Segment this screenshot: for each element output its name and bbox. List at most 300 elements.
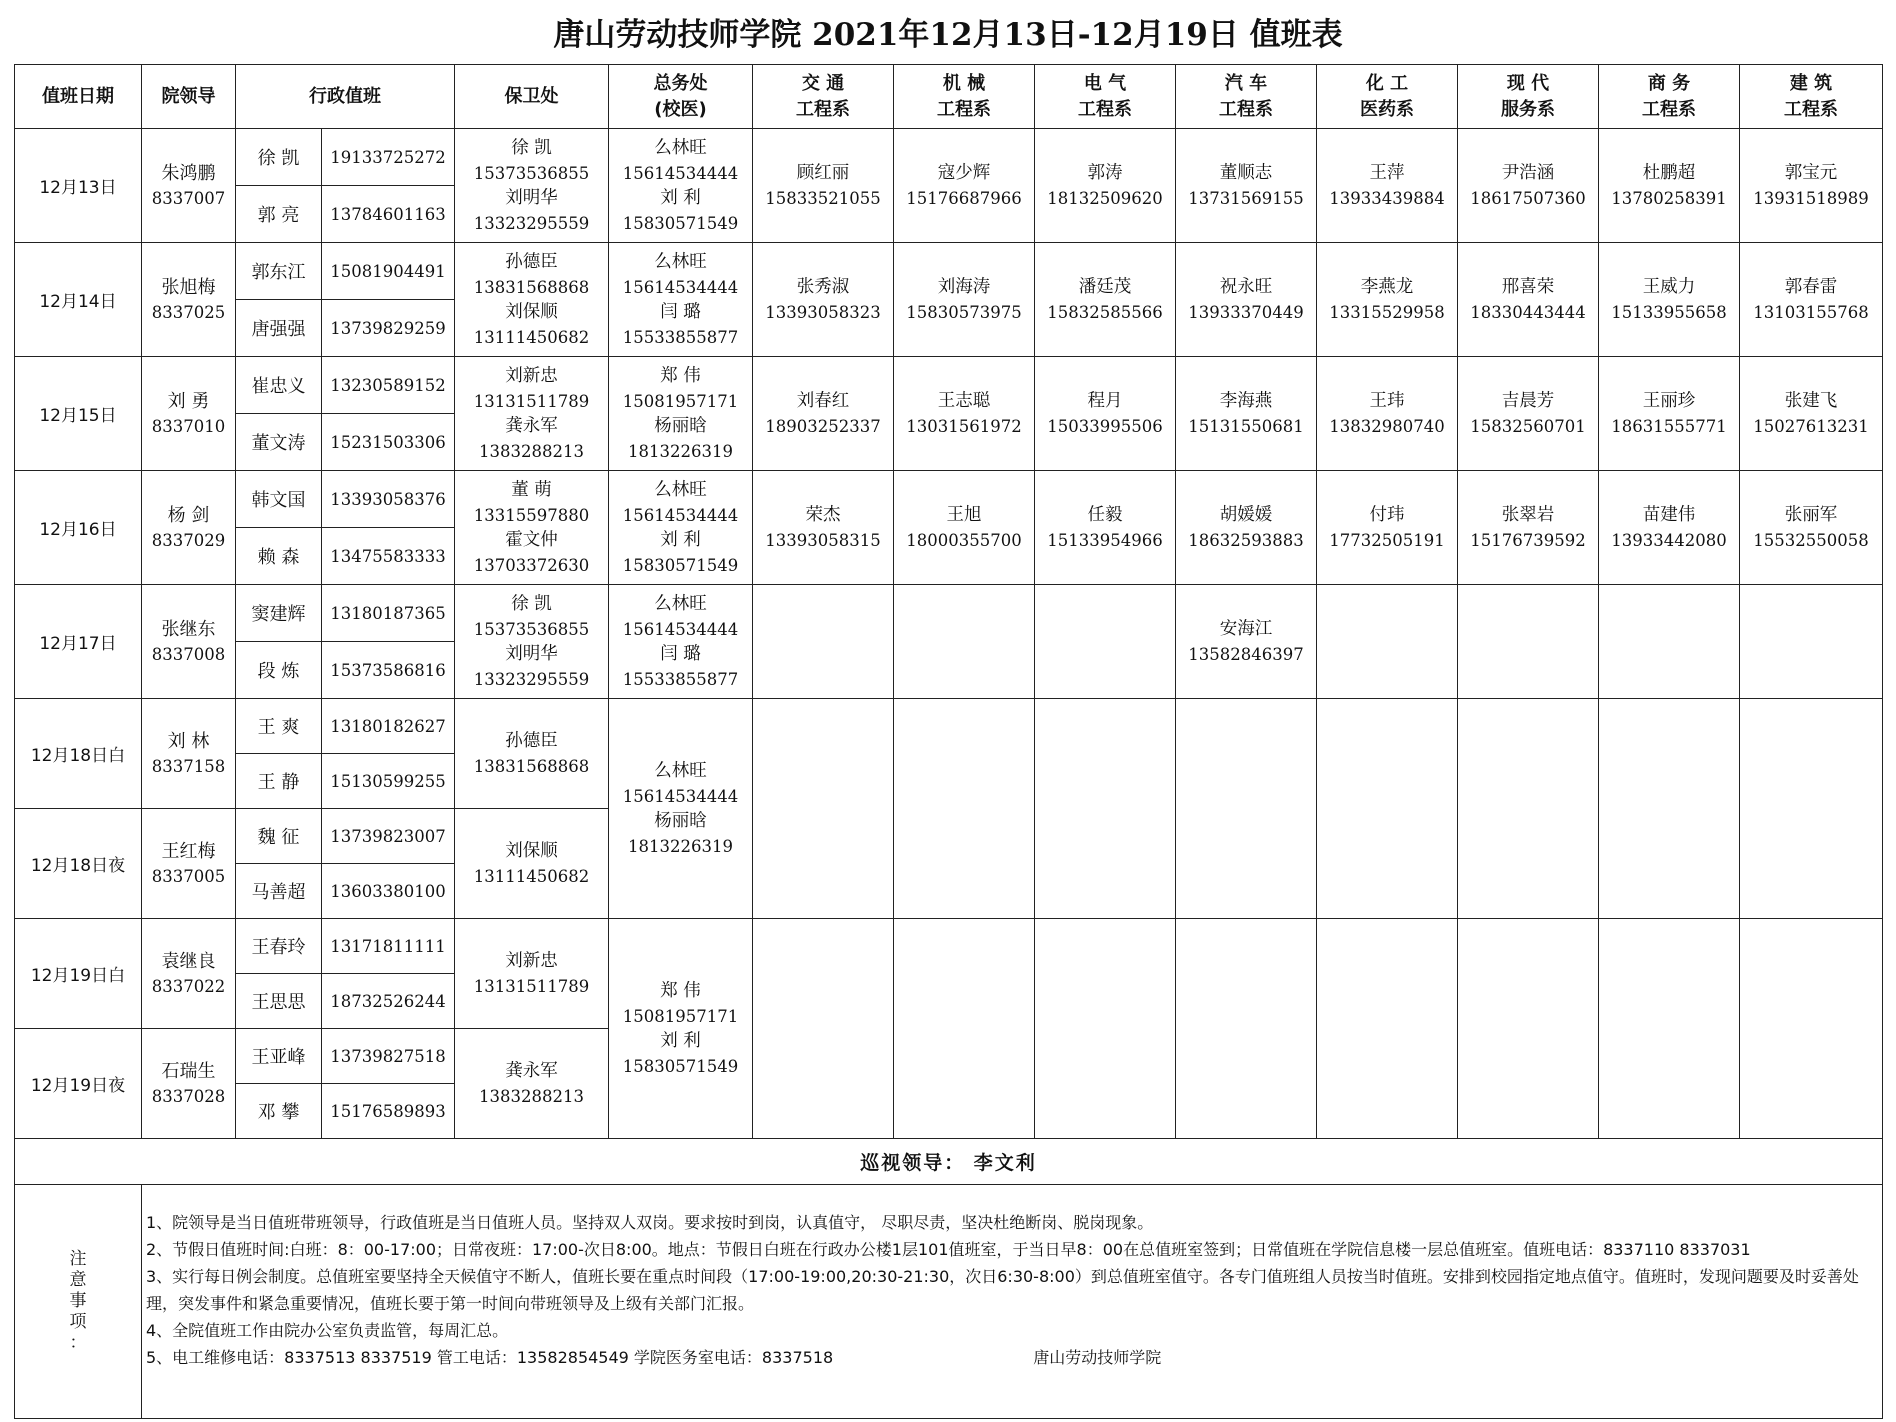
dept-name: 荣杰 <box>805 504 841 525</box>
header-dept-line: 商 务 <box>1647 72 1691 94</box>
dept-entry <box>1458 161 1598 211</box>
leader-cell <box>142 471 236 585</box>
admin-phone: 13180187365 <box>322 585 455 642</box>
dept-cell-empty <box>1458 919 1599 1139</box>
header-general <box>609 65 753 129</box>
dept-entry <box>1599 161 1739 211</box>
leader-name: 刘 勇 <box>167 390 210 412</box>
header-dept-line: 工程系 <box>1219 98 1273 120</box>
header-dept <box>894 65 1035 129</box>
dept-entry <box>753 275 893 325</box>
day-row <box>15 243 1883 300</box>
dept-entry <box>1599 275 1739 325</box>
dept-entry <box>894 503 1034 553</box>
header-dept-line: 电 气 <box>1083 72 1127 94</box>
security-cell <box>455 129 609 243</box>
dept-cell-empty <box>1035 919 1176 1139</box>
dept-entry <box>1176 503 1316 553</box>
general-entry <box>609 528 752 578</box>
dept-name: 任毅 <box>1087 504 1123 525</box>
dept-cell <box>1458 585 1599 699</box>
admin-phone: 13784601163 <box>322 186 455 243</box>
leader-cell <box>142 585 236 699</box>
security-phone: 13131511789 <box>473 976 590 996</box>
dept-cell <box>894 129 1035 243</box>
dept-phone: 13933439884 <box>1329 188 1445 208</box>
general-name: 郑 伟 <box>660 365 701 386</box>
admin-phone: 13739823007 <box>322 809 455 864</box>
dept-name: 刘春红 <box>796 390 850 411</box>
security-entry <box>455 528 608 578</box>
dept-name: 寇少辉 <box>937 162 991 183</box>
security-entry <box>455 642 608 692</box>
dept-cell <box>1176 129 1317 243</box>
dept-name: 付玮 <box>1369 504 1405 525</box>
duty-date: 12月16日 <box>15 471 142 585</box>
dept-entry <box>753 389 893 439</box>
dept-cell <box>894 357 1035 471</box>
admin-phone: 15176589893 <box>322 1084 455 1139</box>
dept-entry <box>1740 389 1882 439</box>
dept-cell-empty <box>1035 699 1176 919</box>
dept-name: 王丽珍 <box>1642 390 1696 411</box>
dept-cell <box>1740 585 1883 699</box>
general-entry <box>609 759 752 809</box>
security-phone: 13315597880 <box>473 505 590 525</box>
dept-name: 张丽军 <box>1784 504 1838 525</box>
dept-phone: 15133955658 <box>1611 302 1727 322</box>
dept-phone: 18632593883 <box>1188 530 1304 550</box>
shift-row <box>15 699 1883 754</box>
general-phone: 15081957171 <box>622 1006 739 1026</box>
leader-name: 朱鸿鹏 <box>161 162 216 184</box>
leader-name: 杨 剑 <box>167 504 210 526</box>
dept-cell <box>1317 357 1458 471</box>
page-title: 唐山劳动技师学院 2021年12月13日-12月19日 值班表 <box>553 17 1343 53</box>
dept-phone: 15833521055 <box>765 188 881 208</box>
dept-entry <box>1035 389 1175 439</box>
general-entry <box>609 300 752 350</box>
dept-phone: 15532550058 <box>1753 530 1869 550</box>
admin-name: 郭东江 <box>236 243 322 300</box>
dept-cell <box>1458 471 1599 585</box>
dept-cell <box>894 243 1035 357</box>
leader-cell <box>142 243 236 357</box>
admin-name: 王 爽 <box>236 699 322 754</box>
dept-cell <box>1317 471 1458 585</box>
duty-date: 12月18日白 <box>15 699 142 809</box>
dept-cell <box>1740 129 1883 243</box>
admin-phone: 15231503306 <box>322 414 455 471</box>
admin-name: 王 静 <box>236 754 322 809</box>
general-name: 刘 利 <box>660 529 701 550</box>
security-name: 刘明华 <box>505 643 558 664</box>
admin-name: 魏 征 <box>236 809 322 864</box>
general-cell <box>609 357 753 471</box>
security-name: 刘保顺 <box>505 840 558 861</box>
admin-name: 郭 亮 <box>236 186 322 243</box>
dept-cell <box>1176 243 1317 357</box>
security-entry <box>455 414 608 464</box>
dept-cell-empty <box>1176 919 1317 1139</box>
leader-phone: 8337010 <box>151 416 226 436</box>
leader-cell <box>142 357 236 471</box>
dept-entry <box>1740 275 1882 325</box>
dept-cell-empty <box>1599 699 1740 919</box>
dept-cell-empty <box>753 699 894 919</box>
dept-cell <box>753 243 894 357</box>
security-entry <box>455 949 608 999</box>
dept-cell <box>1740 357 1883 471</box>
dept-phone: 13315529958 <box>1329 302 1445 322</box>
dept-entry <box>894 275 1034 325</box>
security-name: 徐 凯 <box>511 593 552 614</box>
header-dept-line: 工程系 <box>1642 98 1696 120</box>
dept-name: 顾红丽 <box>796 162 850 183</box>
leader-phone: 8337007 <box>151 188 226 208</box>
dept-phone: 18631555771 <box>1611 416 1727 436</box>
security-name: 刘新忠 <box>505 365 558 386</box>
day-row <box>15 471 1883 528</box>
dept-entry <box>1035 275 1175 325</box>
leader-cell <box>142 919 236 1029</box>
general-entry <box>609 1029 752 1079</box>
header-dept-line: 医药系 <box>1360 98 1414 120</box>
security-phone: 13111450682 <box>473 866 590 886</box>
admin-name: 徐 凯 <box>236 129 322 186</box>
dept-name: 李燕龙 <box>1360 276 1414 297</box>
general-phone: 15533855877 <box>622 327 739 347</box>
dept-name: 张秀淑 <box>796 276 850 297</box>
duty-table <box>14 64 1883 1419</box>
admin-phone: 19133725272 <box>322 129 455 186</box>
security-phone: 13131511789 <box>473 391 590 411</box>
general-phone: 1813226319 <box>628 441 733 461</box>
admin-name: 王春玲 <box>236 919 322 974</box>
dept-phone: 17732505191 <box>1329 530 1445 550</box>
admin-name: 董文涛 <box>236 414 322 471</box>
dept-cell-empty <box>1458 699 1599 919</box>
security-name: 霍文仲 <box>505 529 558 550</box>
dept-name: 吉晨芳 <box>1501 390 1555 411</box>
dept-entry <box>1176 275 1316 325</box>
security-entry <box>455 300 608 350</box>
general-name: 刘 利 <box>660 1030 701 1051</box>
dept-phone: 13933370449 <box>1188 302 1304 322</box>
day-row <box>15 585 1883 642</box>
general-cell <box>609 699 753 919</box>
admin-phone: 13739829259 <box>322 300 455 357</box>
dept-name: 董顺志 <box>1219 162 1273 183</box>
general-entry <box>609 136 752 186</box>
general-entry <box>609 642 752 692</box>
general-phone: 15614534444 <box>622 505 739 525</box>
dept-phone: 15176739592 <box>1470 530 1586 550</box>
general-phone: 15614534444 <box>622 163 739 183</box>
security-phone: 13111450682 <box>473 327 590 347</box>
dept-phone: 15832560701 <box>1470 416 1586 436</box>
security-entry <box>455 186 608 236</box>
security-name: 孙德臣 <box>505 251 558 272</box>
general-entry <box>609 809 752 859</box>
security-entry <box>455 364 608 414</box>
dept-cell <box>1740 471 1883 585</box>
header-leader: 院领导 <box>142 65 236 129</box>
notes-content <box>142 1185 1883 1419</box>
admin-name: 崔忠义 <box>236 357 322 414</box>
dept-name: 程月 <box>1087 390 1123 411</box>
dept-cell-empty <box>894 919 1035 1139</box>
leader-name: 张继东 <box>161 618 216 640</box>
general-phone: 15614534444 <box>622 277 739 297</box>
general-phone: 15614534444 <box>622 619 739 639</box>
dept-entry <box>894 161 1034 211</box>
dept-cell <box>753 585 894 699</box>
general-cell <box>609 243 753 357</box>
leader-phone: 8337028 <box>151 1086 226 1106</box>
dept-cell <box>1458 357 1599 471</box>
dept-phone: 18903252337 <box>765 416 881 436</box>
dept-cell <box>753 357 894 471</box>
general-phone: 15614534444 <box>622 786 739 806</box>
dept-cell <box>1317 129 1458 243</box>
general-name: 杨丽晗 <box>654 810 707 831</box>
dept-cell <box>1035 129 1176 243</box>
header-dept <box>1458 65 1599 129</box>
dept-phone: 13393058315 <box>765 530 881 550</box>
dept-entry <box>894 389 1034 439</box>
general-entry <box>609 414 752 464</box>
general-name: 杨丽晗 <box>654 415 707 436</box>
header-dept <box>1317 65 1458 129</box>
dept-cell-empty <box>1317 699 1458 919</box>
leader-cell <box>142 1029 236 1139</box>
general-cell <box>609 585 753 699</box>
admin-name: 王亚峰 <box>236 1029 322 1084</box>
security-cell <box>455 919 609 1029</box>
security-phone: 13831568868 <box>473 756 590 776</box>
dept-cell <box>1035 357 1176 471</box>
security-name: 龚永军 <box>505 1060 558 1081</box>
dept-entry <box>1740 503 1882 553</box>
leader-phone: 8337005 <box>151 866 226 886</box>
note-item: 2、节假日值班时间:白班：8：00-17:00；日常夜班：17:00-次日8:00。地点：节假日白班在行政办公楼1层101值班室，于当日早8：00在总值班室签到；日常值班在学院信息楼一层总值班室。值班电话：8337110 8337031 <box>146 1240 1751 1259</box>
security-entry <box>455 592 608 642</box>
general-entry <box>609 478 752 528</box>
admin-name: 窦建辉 <box>236 585 322 642</box>
header-dept-line: 服务系 <box>1501 98 1555 120</box>
admin-name: 段 炼 <box>236 642 322 699</box>
header-date: 值班日期 <box>15 65 142 129</box>
general-name: 闫 璐 <box>660 643 701 664</box>
dept-phone: 15176687966 <box>906 188 1022 208</box>
dept-cell-empty <box>1317 919 1458 1139</box>
admin-phone: 18732526244 <box>322 974 455 1029</box>
header-dept-line: 工程系 <box>1078 98 1132 120</box>
dept-entry <box>1740 161 1882 211</box>
dept-phone: 18000355700 <box>906 530 1022 550</box>
shift-row <box>15 919 1883 974</box>
header-dept <box>753 65 894 129</box>
day-row <box>15 357 1883 414</box>
dept-name: 王萍 <box>1369 162 1405 183</box>
leader-phone: 8337008 <box>151 644 226 664</box>
general-entry <box>609 979 752 1029</box>
header-dept-line: 交 通 <box>801 72 845 94</box>
admin-phone: 13180182627 <box>322 699 455 754</box>
patrol-row <box>15 1139 1883 1185</box>
admin-name: 邓 攀 <box>236 1084 322 1139</box>
security-cell <box>455 471 609 585</box>
admin-name: 韩文国 <box>236 471 322 528</box>
note-item: 5、电工维修电话：8337513 8337519 管工电话：13582854549 学院医务室电话：8337518 唐山劳动技师学院 <box>146 1344 1878 1371</box>
security-entry <box>455 839 608 889</box>
dept-name: 尹浩涵 <box>1501 162 1555 183</box>
signature: 唐山劳动技师学院 <box>1033 1348 1162 1367</box>
security-entry <box>455 729 608 779</box>
dept-cell <box>1458 243 1599 357</box>
dept-cell <box>753 471 894 585</box>
dept-cell <box>1599 357 1740 471</box>
header-dept-line: 工程系 <box>937 98 991 120</box>
security-cell <box>455 1029 609 1139</box>
leader-name: 王红梅 <box>161 840 216 862</box>
header-dept <box>1740 65 1883 129</box>
dept-phone: 18330443444 <box>1470 302 1586 322</box>
header-security: 保卫处 <box>455 65 609 129</box>
admin-phone: 13603380100 <box>322 864 455 919</box>
duty-date: 12月19日白 <box>15 919 142 1029</box>
security-name: 孙德臣 <box>505 730 558 751</box>
note-item: 1、院领导是当日值班带班领导，行政值班是当日值班人员。坚持双人双岗。要求按时到岗，认真值守， 尽职尽责，坚决杜绝断岗、脱岗现象。 <box>146 1213 1154 1232</box>
dept-phone: 15832585566 <box>1047 302 1163 322</box>
security-phone: 13703372630 <box>473 555 590 575</box>
security-cell <box>455 243 609 357</box>
admin-name: 唐强强 <box>236 300 322 357</box>
dept-cell <box>1176 471 1317 585</box>
notes-label-char: 意 <box>69 1270 87 1290</box>
dept-cell <box>894 471 1035 585</box>
general-phone: 15533855877 <box>622 669 739 689</box>
security-phone: 15373536855 <box>473 163 590 183</box>
notes-label-char: 项 <box>69 1312 87 1332</box>
dept-cell-empty <box>1740 699 1883 919</box>
security-name: 董 萌 <box>511 479 552 500</box>
security-cell <box>455 585 609 699</box>
dept-entry <box>1317 161 1457 211</box>
admin-phone: 13230589152 <box>322 357 455 414</box>
general-name: 么林旺 <box>654 251 707 272</box>
admin-name: 赖 森 <box>236 528 322 585</box>
header-row <box>15 65 1883 129</box>
dept-name: 张翠岩 <box>1501 504 1555 525</box>
dept-name: 王玮 <box>1369 390 1405 411</box>
dept-entry <box>1458 389 1598 439</box>
security-name: 刘新忠 <box>505 950 558 971</box>
security-name: 徐 凯 <box>511 137 552 158</box>
leader-cell <box>142 809 236 919</box>
dept-name: 安海江 <box>1219 618 1273 639</box>
dept-name: 王威力 <box>1642 276 1696 297</box>
general-name: 郑 伟 <box>660 980 701 1001</box>
dept-name: 苗建伟 <box>1642 504 1696 525</box>
security-entry <box>455 250 608 300</box>
security-phone: 13323295559 <box>473 213 590 233</box>
dept-phone: 18132509620 <box>1047 188 1163 208</box>
general-name: 闫 璐 <box>660 301 701 322</box>
security-cell <box>455 699 609 809</box>
security-cell <box>455 357 609 471</box>
notes-row <box>15 1185 1883 1419</box>
leader-name: 石瑞生 <box>161 1060 216 1082</box>
general-phone: 15830571549 <box>622 213 739 233</box>
header-dept-line: 机 械 <box>942 72 986 94</box>
dept-entry <box>1458 503 1598 553</box>
dept-cell <box>1599 585 1740 699</box>
dept-cell <box>1035 243 1176 357</box>
leader-phone: 8337025 <box>151 302 226 322</box>
duty-date: 12月18日夜 <box>15 809 142 919</box>
general-cell <box>609 919 753 1139</box>
dept-name: 刘海涛 <box>937 276 991 297</box>
header-dept-line: 汽 车 <box>1224 72 1268 94</box>
dept-name: 郭宝元 <box>1784 162 1838 183</box>
header-dept <box>1599 65 1740 129</box>
header-dept <box>1035 65 1176 129</box>
security-entry <box>455 1059 608 1109</box>
duty-date: 12月14日 <box>15 243 142 357</box>
dept-cell <box>1317 585 1458 699</box>
dept-phone: 13731569155 <box>1188 188 1304 208</box>
header-dept-line: 建 筑 <box>1789 72 1833 94</box>
dept-name: 李海燕 <box>1219 390 1273 411</box>
security-cell <box>455 809 609 919</box>
general-name: 刘 利 <box>660 187 701 208</box>
dept-cell-empty <box>894 699 1035 919</box>
security-entry <box>455 136 608 186</box>
general-phone: 15830571549 <box>622 1056 739 1076</box>
header-dept-line: 化 工 <box>1365 72 1409 94</box>
admin-phone: 13475583333 <box>322 528 455 585</box>
dept-cell <box>1035 471 1176 585</box>
dept-name: 王志聪 <box>937 390 991 411</box>
leader-name: 刘 林 <box>167 730 210 752</box>
dept-cell-empty <box>1599 919 1740 1139</box>
dept-cell <box>1035 585 1176 699</box>
security-phone: 13323295559 <box>473 669 590 689</box>
admin-phone: 15081904491 <box>322 243 455 300</box>
leader-name: 袁继良 <box>161 950 216 972</box>
note-item: 3、实行每日例会制度。总值班室要坚持全天候值守不断人，值班长要在重点时间段（17:00-19:00,20:30-21:30，次日6:30-8:00）到总值班室值守。各专门值班组人员按当时值班。安排到校园指定地点值守。值班时，发现问题要及时妥善处理，突发事件和紧急重要情况，值班长要于第一时间向带班领导及上级有关部门汇报。 <box>146 1267 1859 1313</box>
dept-cell-empty <box>1740 919 1883 1139</box>
admin-phone: 15373586816 <box>322 642 455 699</box>
dept-entry <box>1317 503 1457 553</box>
dept-phone: 13393058323 <box>765 302 881 322</box>
security-phone: 13831568868 <box>473 277 590 297</box>
security-phone: 1383288213 <box>479 1086 584 1106</box>
dept-name: 杜鹏超 <box>1642 162 1696 183</box>
general-phone: 1813226319 <box>628 836 733 856</box>
general-name: 么林旺 <box>654 760 707 781</box>
dept-cell <box>1176 585 1317 699</box>
notes-label <box>15 1185 142 1419</box>
dept-entry <box>1035 503 1175 553</box>
dept-entry <box>1176 161 1316 211</box>
dept-cell <box>1740 243 1883 357</box>
general-cell <box>609 129 753 243</box>
dept-cell <box>894 585 1035 699</box>
dept-phone: 15033995506 <box>1047 416 1163 436</box>
